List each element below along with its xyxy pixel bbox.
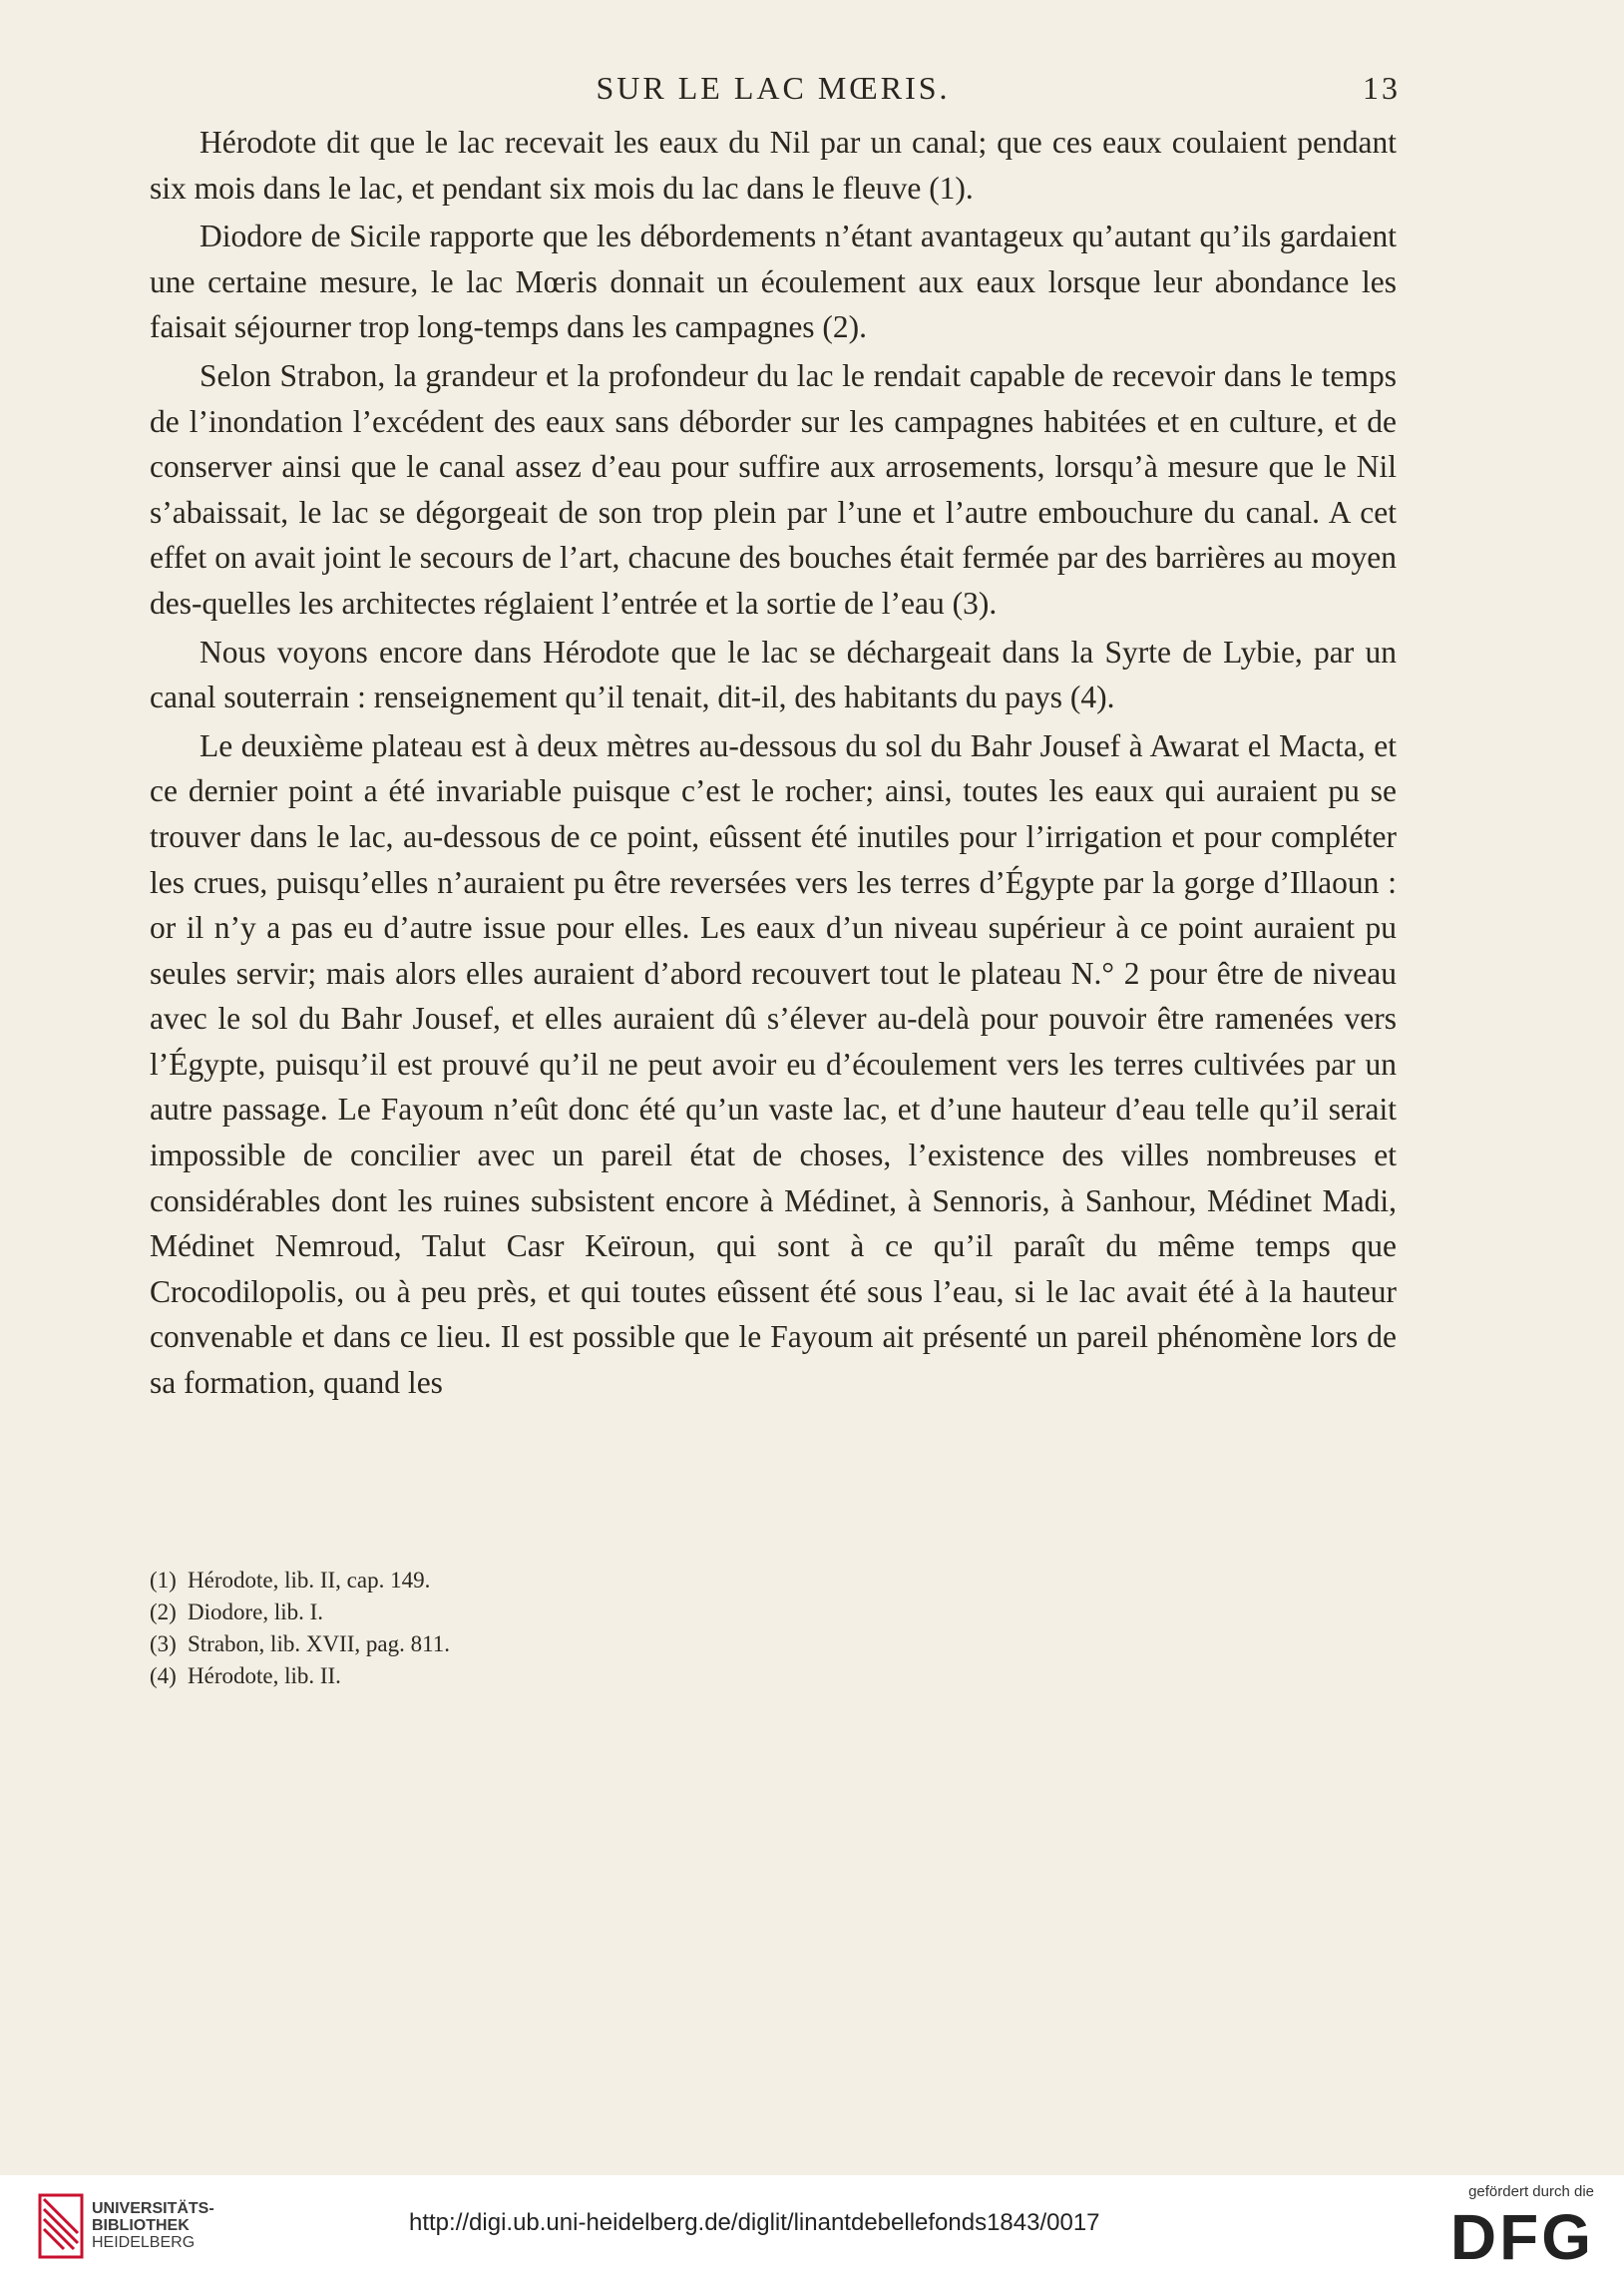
footnote-number: (3) (150, 1631, 177, 1656)
footnote-number: (2) (150, 1599, 177, 1624)
footnote-text: Hérodote, lib. II, cap. 149. (188, 1568, 431, 1593)
footnote (150, 1628, 848, 1660)
footnote (150, 1565, 848, 1597)
library-name: UNIVERSITÄTS- BIBLIOTHEK HEIDELBERG (92, 2200, 214, 2251)
footnote-text: Diodore, lib. I. (188, 1599, 324, 1624)
sponsor-note: gefördert durch die (1468, 2183, 1594, 2200)
paragraph: Selon Strabon, la grandeur et la profondeur du lac le rendait capable de recevoir dans le temps de l’inondation l’excédent des eaux sans déborder sur les campagnes habitées et en culture, et de conserver ainsi que le canal assez d’eau pour suffire aux arrosements, lorsqu’à mesure que le Nil s’abaissait, le lac se dégorgeait de son trop plein par l’une et l’autre embouchure du canal. A cet effet on avait joint le secours de l’art, chacune des bouches était fermée par des barrières au moyen des-quelles les architectes réglaient l’entrée et la sortie de l’eau (3). (150, 357, 1397, 621)
footnote (150, 1597, 848, 1628)
paragraph: Diodore de Sicile rapporte que les débordements n’étant avantageux qu’autant qu’ils gardaient une certaine mesure, le lac Mœris donnait un écoulement aux eaux lorsque leur abondance les faisait séjourner trop long-temps dans les campagnes (2). (150, 219, 1397, 345)
library-logo-icon (38, 2193, 84, 2259)
footnote (150, 1660, 848, 1692)
footnote-text: Hérodote, lib. II. (188, 1663, 341, 1688)
footnote-text: Strabon, lib. XVII, pag. 811. (188, 1631, 450, 1656)
source-url-link[interactable]: http://digi.ub.uni-heidelberg.de/diglit/linantdebellefonds1843/0017 (409, 2209, 1100, 2236)
footnote-number: (4) (150, 1663, 177, 1688)
paragraph: Hérodote dit que le lac recevait les eaux du Nil par un canal; que ces eaux coulaient pendant six mois dans le lac, et pendant six mois du lac dans le fleuve (1). (150, 125, 1397, 206)
body-text (150, 120, 1397, 1409)
footnotes (150, 1565, 848, 1692)
dfg-logo: DFG (1449, 2201, 1594, 2273)
page-number: 13 (1363, 70, 1401, 106)
running-title: SUR LE LAC MŒRIS. (596, 70, 951, 106)
paragraph: Nous voyons encore dans Hérodote que le lac se déchargeait dans la Syrte de Lybie, par un canal souterrain : renseignement qu’il tenait, dit-il, des habitants du pays (4). (150, 634, 1397, 715)
paragraph: Le deuxième plateau est à deux mètres au-dessous du sol du Bahr Jousef à Awarat el Macta, et ce dernier point a été invariable puisque c’est le rocher; ainsi, toutes les eaux qui auraient pu se trouver dans le lac, au-dessous de ce point, eûssent été inutiles pour l’irrigation et pour compléter les crues, puisqu’elles n’auraient pu être reversées vers les terres d’Égypte par la gorge d’Illaoun : or il n’y a pas eu d’autre issue pour elles. Les eaux d’un niveau supérieur à ce point auraient pu seules servir; mais alors elles auraient d’abord recouvert tout le plateau N.° 2 pour être de niveau avec le sol du Bahr Jousef, et elles auraient dû s’élever au-delà pour pouvoir être ramenées vers l’Égypte, puisqu’il est prouvé qu’il ne peut avoir eu d’écoulement vers les terres cultivées par un autre passage. Le Fayoum n’eût donc été qu’un vaste lac, et d’une hauteur d’eau telle qu’il serait impossible de concilier avec un pareil état de choses, l’existence des villes nombreuses et considérables dont les ruines subsistent encore à Médinet, à Sennoris, à Sanhour, Médinet Madi, Médinet Nemroud, Talut Casr Keïroun, qui sont à ce qu’il paraît du même temps que Crocodilopolis, ou à peu près, et qui toutes eûssent été sous l’eau, si le lac avait été à la hauteur convenable et dans ce lieu. Il est possible que le Fayoum ait présenté un pareil phénomène lors de sa formation, quand les (150, 727, 1397, 1401)
footnote-number: (1) (150, 1568, 177, 1593)
